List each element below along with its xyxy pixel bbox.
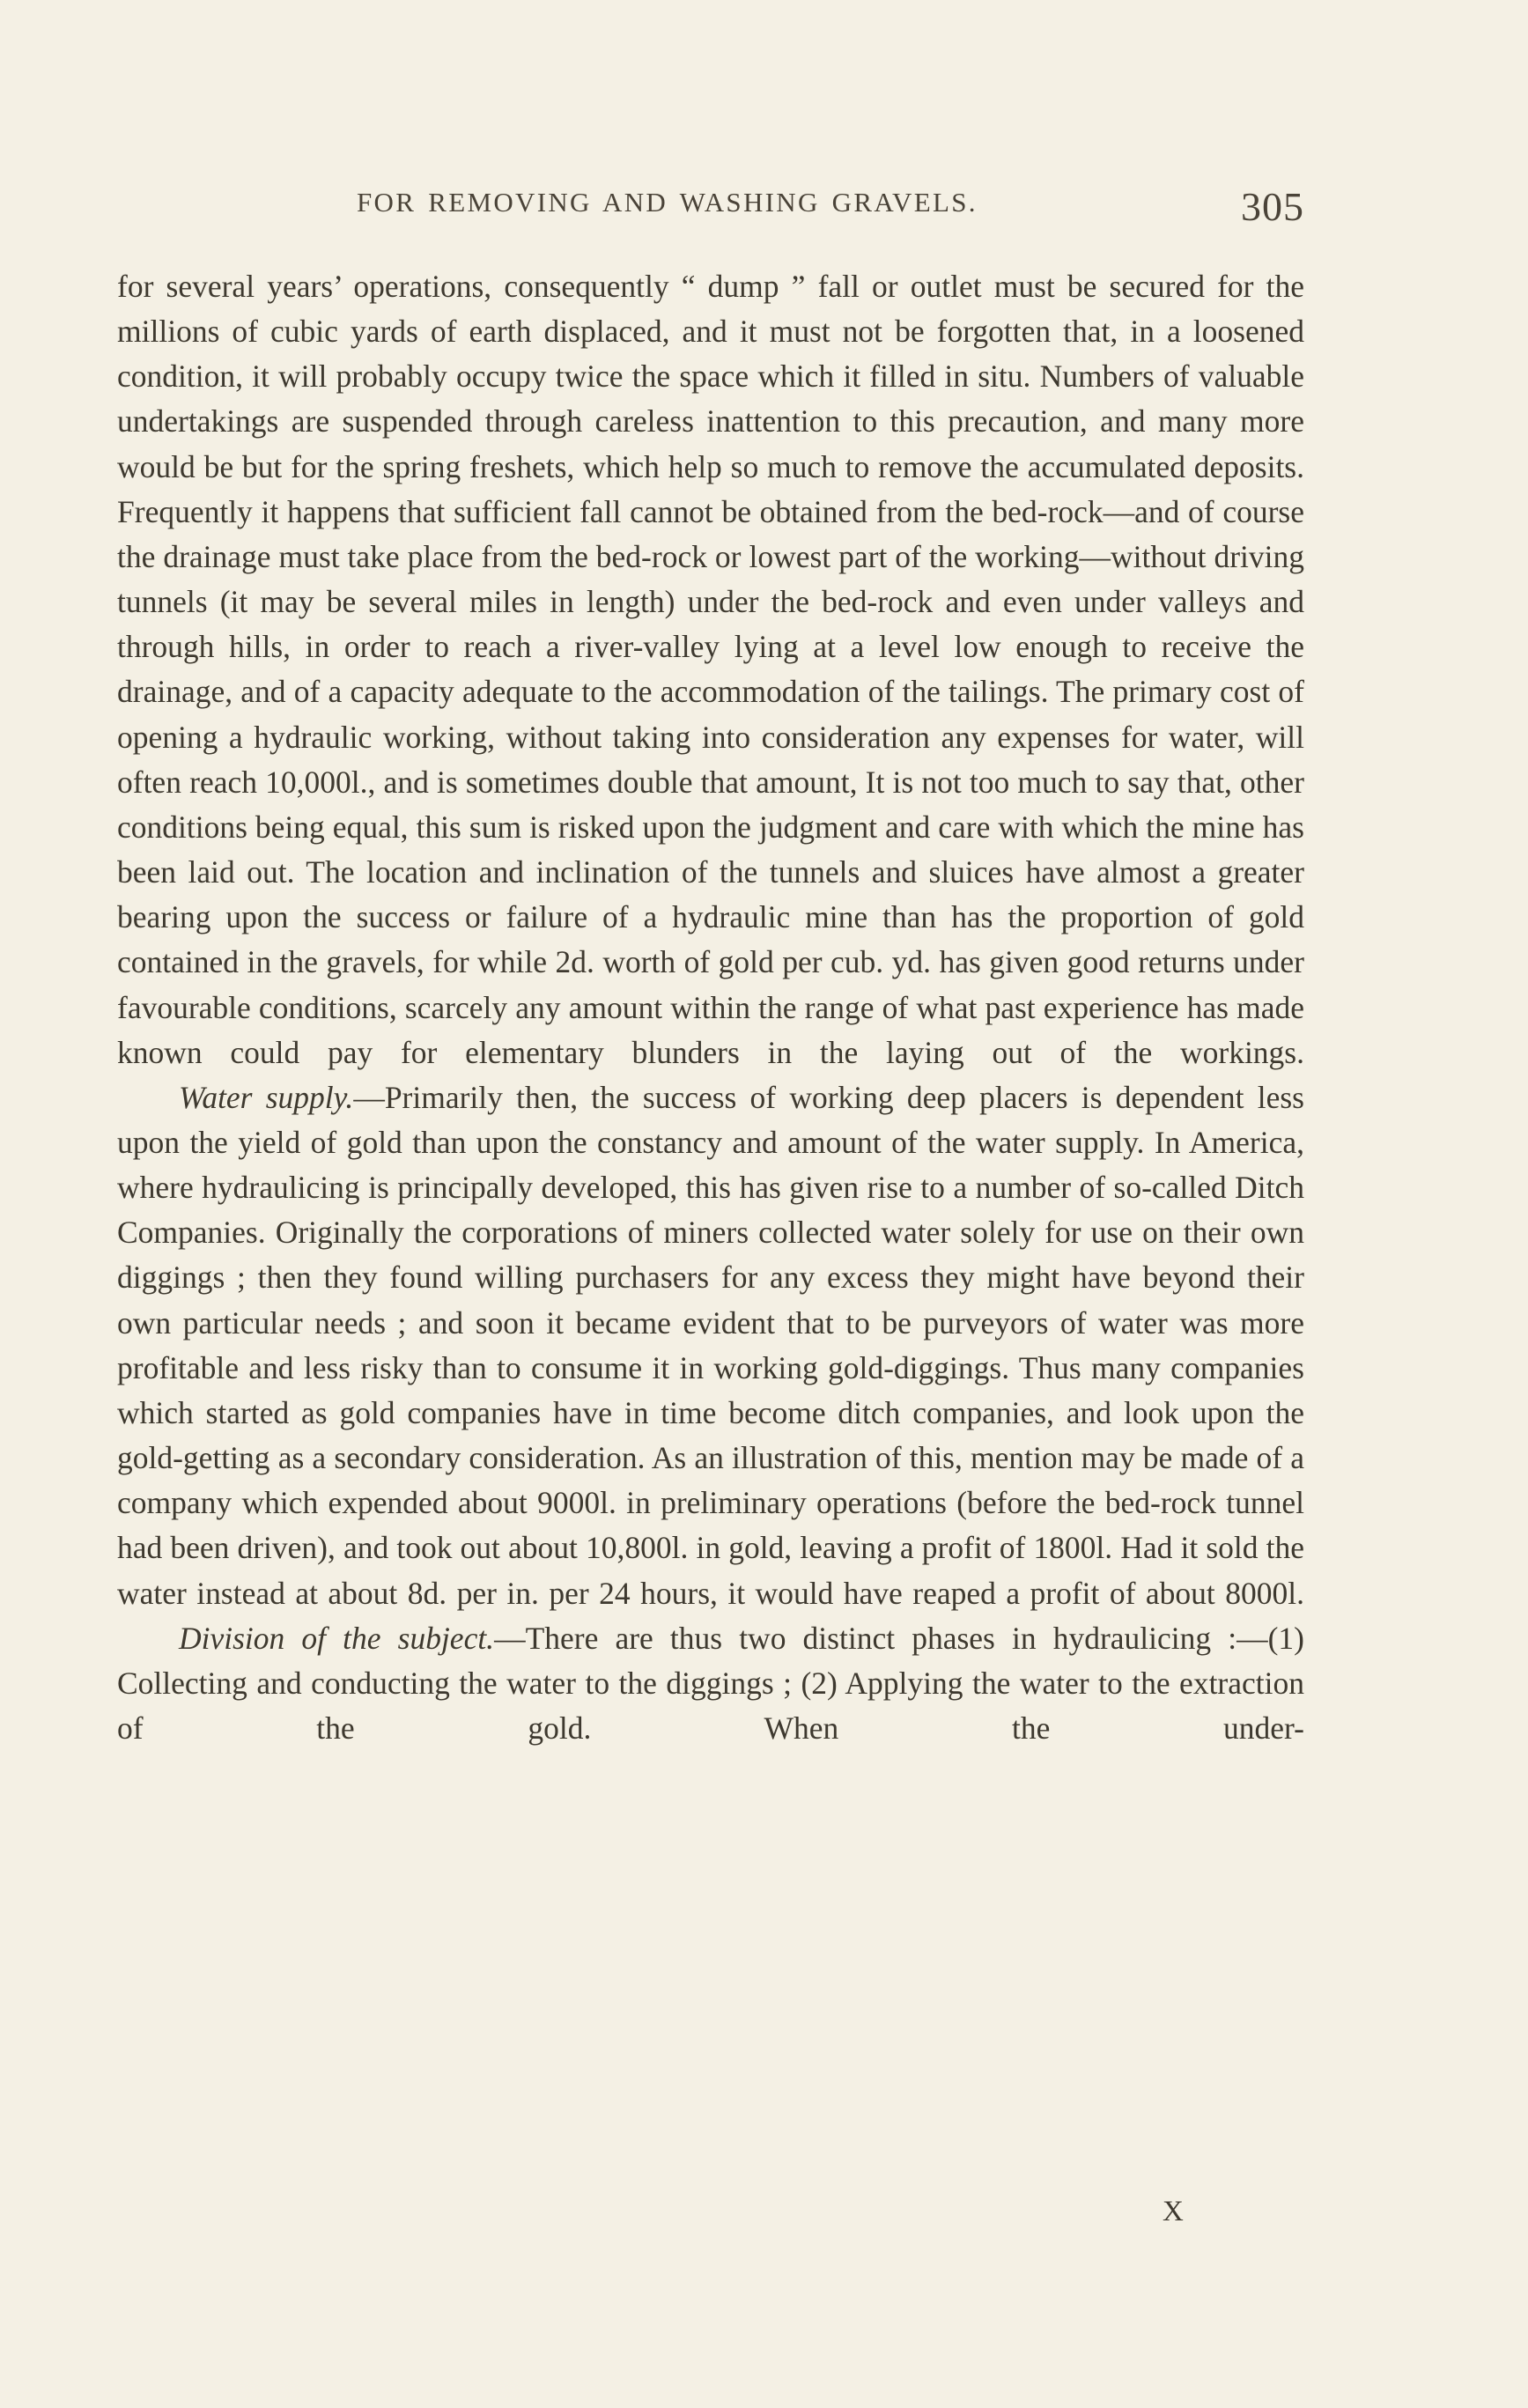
- paragraph-text: for several years’ operations, consequently “ dump ” fall or outlet must be secured for the millions of cubic yards of earth displaced, and it must not be forgotten that, in a loosened condition, it will probably occupy twice the space which it filled in situ. Numbers of valuable undertakings are suspended through careless inattention to this precaution, and many more would be but for the spring freshets, which help so much to remove the accumulated deposits. Frequently it happens that sufficient fall cannot be obtained from the bed-rock—and of course the drainage must take place from the bed-rock or lowest part of the working—without driving tunnels (it may be several miles in length) under the bed-rock and even under valleys and through hills, in order to reach a river-valley lying at a level low enough to receive the drainage, and of a capacity adequate to the accommodation of the tailings. The primary cost of opening a hydraulic working, without taking into consideration any expenses for water, will often reach 10,000l., and is sometimes double that amount, It is not too much to say that, other conditions being equal, this sum is risked upon the judgment and care with which the mine has been laid out. The location and inclination of the tunnels and sluices have almost a greater bearing upon the success or failure of a hydraulic mine than has the proportion of gold contained in the gravels, for while 2d. worth of gold per cub. yd. has given good returns under favourable conditions, scarcely any amount within the range of what past experience has made known could pay for elementary blunders in the laying out of the workings.: [117, 269, 1304, 1070]
- paragraph-division-of-subject: [117, 1616, 1304, 1751]
- signature-mark: X: [1163, 2196, 1185, 2227]
- paragraph-run-in-heading: Water supply.: [179, 1079, 354, 1115]
- page-number: 305: [1241, 184, 1304, 229]
- paragraph-text: —Primarily then, the success of working deep placers is dependent less upon the yield of gold than upon the constancy and amount of the water supply. In America, where hydraulicing is principally developed, this has given rise to a number of so-called Ditch Companies. Originally the corporations of miners collected water solely for use on their own diggings ; then they found willing purchasers for any excess they might have beyond their own particular needs ; and soon it became evident that to be purveyors of water was more profitable and less risky than to consume it in working gold-diggings. Thus many companies which started as gold companies have in time become ditch companies, and look upon the gold-getting as a secondary consideration. As an illustration of this, mention may be made of a company which expended about 9000l. in preliminary operations (before the bed-rock tunnel had been driven), and took out about 10,800l. in gold, leaving a profit of 1800l. Had it sold the water instead at about 8d. per in. per 24 hours, it would have reaped a profit of about 8000l.: [117, 1079, 1304, 1611]
- running-title: FOR REMOVING AND WASHING GRAVELS.: [357, 187, 978, 218]
- running-head: [117, 183, 1304, 236]
- body-text: [117, 264, 1304, 1751]
- paragraph-continuation: [117, 264, 1304, 1075]
- paragraph-run-in-heading: Division of the subject.: [179, 1620, 495, 1656]
- paragraph-water-supply: [117, 1075, 1304, 1616]
- paragraph-text: —There are thus two distinct phases in hydraulicing :—(1) Collecting and conducting the water to the diggings ; (2) Applying the water to the extraction of the gold. When the under-: [117, 1620, 1304, 1746]
